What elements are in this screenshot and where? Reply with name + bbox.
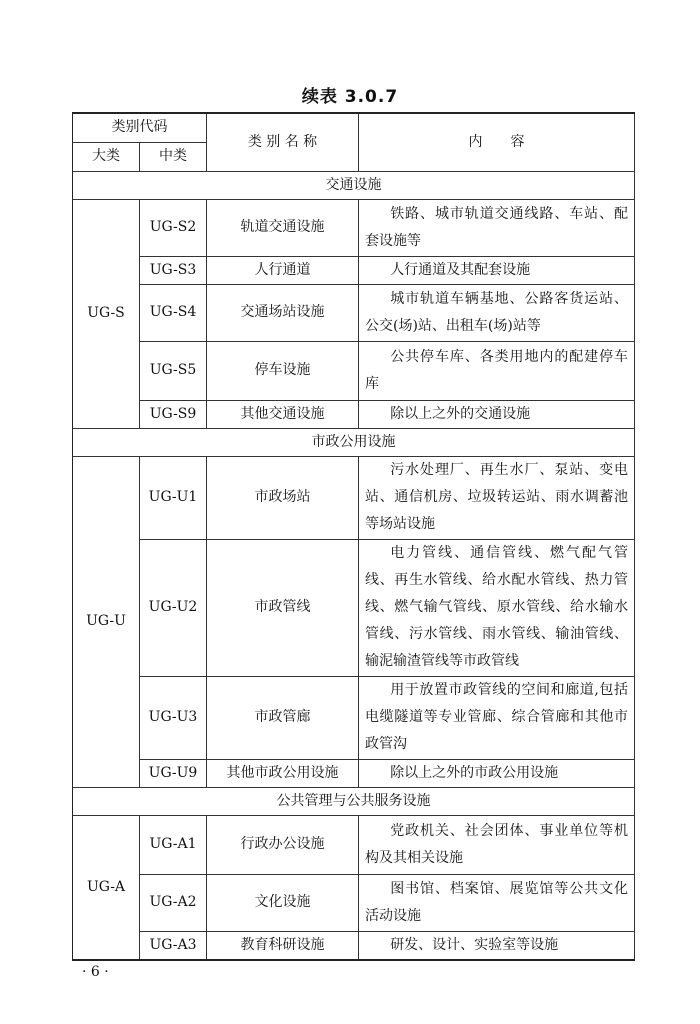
category-name: 市政管廊 (207, 676, 359, 759)
table-row (73, 759, 635, 787)
category-name: 轨道交通设施 (207, 199, 359, 256)
category-name: 其他市政公用设施 (207, 759, 359, 787)
category-name: 交通场站设施 (207, 284, 359, 341)
category-name: 市政管线 (207, 539, 359, 676)
major-code: UG-U (73, 456, 140, 787)
section-heading: 公共管理与公共服务设施 (73, 787, 635, 815)
header-name: 类 别 名 称 (207, 113, 359, 171)
header-content: 内 容 (359, 113, 635, 171)
category-content: 研发、设计、实验室等设施 (359, 931, 635, 960)
section-row (73, 171, 635, 199)
category-name: 教育科研设施 (207, 931, 359, 960)
table-title: 续表 3.0.7 (301, 87, 399, 107)
table-row (73, 456, 635, 539)
header-middle: 中类 (140, 142, 207, 171)
category-name: 人行通道 (207, 256, 359, 284)
middle-code: UG-S2 (140, 199, 207, 256)
category-content: 公共停车库、各类用地内的配建停车库 (359, 341, 635, 400)
table-row (73, 676, 635, 759)
category-content: 党政机关、社会团体、事业单位等机构及其相关设施 (359, 815, 635, 874)
middle-code: UG-A2 (140, 874, 207, 931)
middle-code: UG-S5 (140, 341, 207, 400)
header-code: 类别代码 (73, 113, 207, 142)
header-row (73, 113, 635, 142)
table-row (73, 931, 635, 960)
category-content: 图书馆、档案馆、展览馆等公共文化活动设施 (359, 874, 635, 931)
category-name: 市政场站 (207, 456, 359, 539)
table-row (73, 874, 635, 931)
major-code: UG-S (73, 199, 140, 428)
middle-code: UG-S9 (140, 400, 207, 428)
middle-code: UG-A1 (140, 815, 207, 874)
table-row (73, 400, 635, 428)
middle-code: UG-U3 (140, 676, 207, 759)
table-row (73, 539, 635, 676)
category-content: 人行通道及其配套设施 (359, 256, 635, 284)
table-row (73, 199, 635, 256)
section-row (73, 787, 635, 815)
category-content: 除以上之外的交通设施 (359, 400, 635, 428)
category-content: 铁路、城市轨道交通线路、车站、配套设施等 (359, 199, 635, 256)
section-row (73, 428, 635, 456)
table-row (73, 284, 635, 341)
category-content: 用于放置市政管线的空间和廊道,包括电缆隧道等专业管廊、综合管廊和其他市政管沟 (359, 676, 635, 759)
table-row (73, 256, 635, 284)
category-content: 电力管线、通信管线、燃气配气管线、再生水管线、给水配水管线、热力管线、燃气输气管线、原水管线、给水输水管线、污水管线、雨水管线、输油管线、输泥输渣管线等市政管线 (359, 539, 635, 676)
section-heading: 市政公用设施 (73, 428, 635, 456)
middle-code: UG-U1 (140, 456, 207, 539)
table-row (73, 341, 635, 400)
major-code: UG-A (73, 815, 140, 960)
middle-code: UG-U9 (140, 759, 207, 787)
category-name: 其他交通设施 (207, 400, 359, 428)
page-number: · 6 · (82, 964, 109, 980)
middle-code: UG-S3 (140, 256, 207, 284)
category-content: 除以上之外的市政公用设施 (359, 759, 635, 787)
middle-code: UG-S4 (140, 284, 207, 341)
section-heading: 交通设施 (73, 171, 635, 199)
category-content: 城市轨道车辆基地、公路客货运站、公交(场)站、出租车(场)站等 (359, 284, 635, 341)
middle-code: UG-U2 (140, 539, 207, 676)
classification-table (72, 112, 635, 961)
middle-code: UG-A3 (140, 931, 207, 960)
category-name: 行政办公设施 (207, 815, 359, 874)
category-name: 文化设施 (207, 874, 359, 931)
category-name: 停车设施 (207, 341, 359, 400)
header-major: 大类 (73, 142, 140, 171)
category-content: 污水处理厂、再生水厂、泵站、变电站、通信机房、垃圾转运站、雨水调蓄池等场站设施 (359, 456, 635, 539)
table-row (73, 815, 635, 874)
